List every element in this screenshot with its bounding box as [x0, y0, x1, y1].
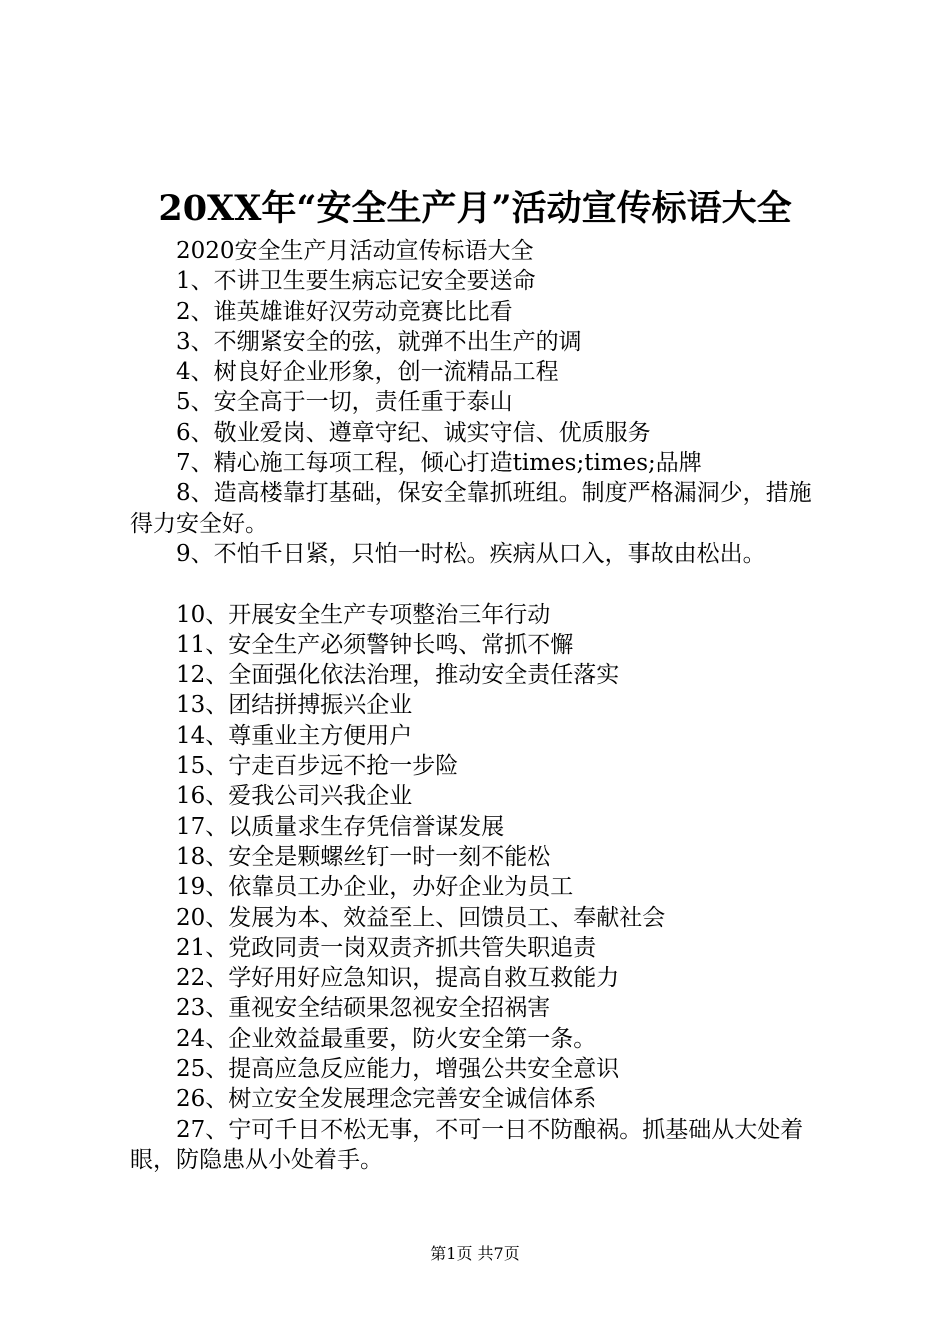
slogan-item: 19、依靠员工办企业，办好企业为员工 [176, 874, 574, 901]
document-subtitle: 2020安全生产月活动宣传标语大全 [176, 238, 534, 264]
slogan-item: 5、安全高于一切，责任重于泰山 [176, 389, 513, 416]
slogan-item: 17、以质量求生存凭信誉谋发展 [176, 813, 505, 840]
slogan-item: 4、树良好企业形象，创一流精品工程 [176, 359, 559, 386]
slogan-item: 13、团结拼搏振兴企业 [176, 692, 413, 719]
slogan-item: 26、树立安全发展理念完善安全诚信体系 [176, 1086, 597, 1113]
slogan-item: 10、开展安全生产专项整治三年行动 [176, 601, 551, 628]
page-number: 第1页 共7页 [430, 1244, 520, 1263]
slogan-item: 25、提高应急反应能力，增强公共安全意识 [176, 1056, 620, 1083]
slogan-item: 1、不讲卫生要生病忘记安全要送命 [176, 268, 536, 295]
slogan-item: 22、学好用好应急知识，提高自救互救能力 [176, 965, 620, 992]
slogan-item: 2、谁英雄谁好汉劳动竞赛比比看 [176, 298, 513, 325]
slogan-item: 15、宁走百步远不抢一步险 [176, 753, 459, 780]
slogan-item: 27、宁可千日不松无事，不可一日不防酿祸。抓基础从大处着眼，防隐患从小处着手。 [130, 1116, 804, 1173]
slogan-item: 12、全面强化依法治理，推动安全责任落实 [176, 662, 620, 689]
slogan-item: 3、不绷紧安全的弦，就弹不出生产的调 [176, 328, 582, 355]
slogan-item: 9、不怕千日紧，只怕一时松。疾病从口入，事故由松出。 [176, 540, 766, 567]
slogan-item: 18、安全是颗螺丝钉一时一刻不能松 [176, 843, 551, 870]
document-title: 20XX年“安全生产月”活动宣传标语大全 [158, 188, 792, 229]
slogan-item: 8、造高楼靠打基础，保安全靠抓班组。制度严格漏洞少，措施得力安全好。 [130, 480, 812, 537]
slogan-item: 6、敬业爱岗、遵章守纪、诚实守信、优质服务 [176, 419, 651, 446]
slogan-item: 16、爱我公司兴我企业 [176, 783, 413, 810]
blank-line [130, 569, 830, 599]
slogan-item: 24、企业效益最重要，防火安全第一条。 [176, 1025, 597, 1052]
slogan-item: 21、党政同责一岗双责齐抓共管失职追责 [176, 934, 597, 961]
document-body [130, 236, 830, 1175]
slogan-item: 11、安全生产必须警钟长鸣、常抓不懈 [176, 631, 574, 658]
slogan-item: 14、尊重业主方便用户 [176, 722, 413, 749]
slogan-item: 7、精心施工每项工程，倾心打造times;times;品牌 [176, 450, 702, 477]
slogan-item: 20、发展为本、效益至上、回馈员工、奉献社会 [176, 904, 666, 931]
slogan-item: 23、重视安全结硕果忽视安全招祸害 [176, 995, 551, 1022]
